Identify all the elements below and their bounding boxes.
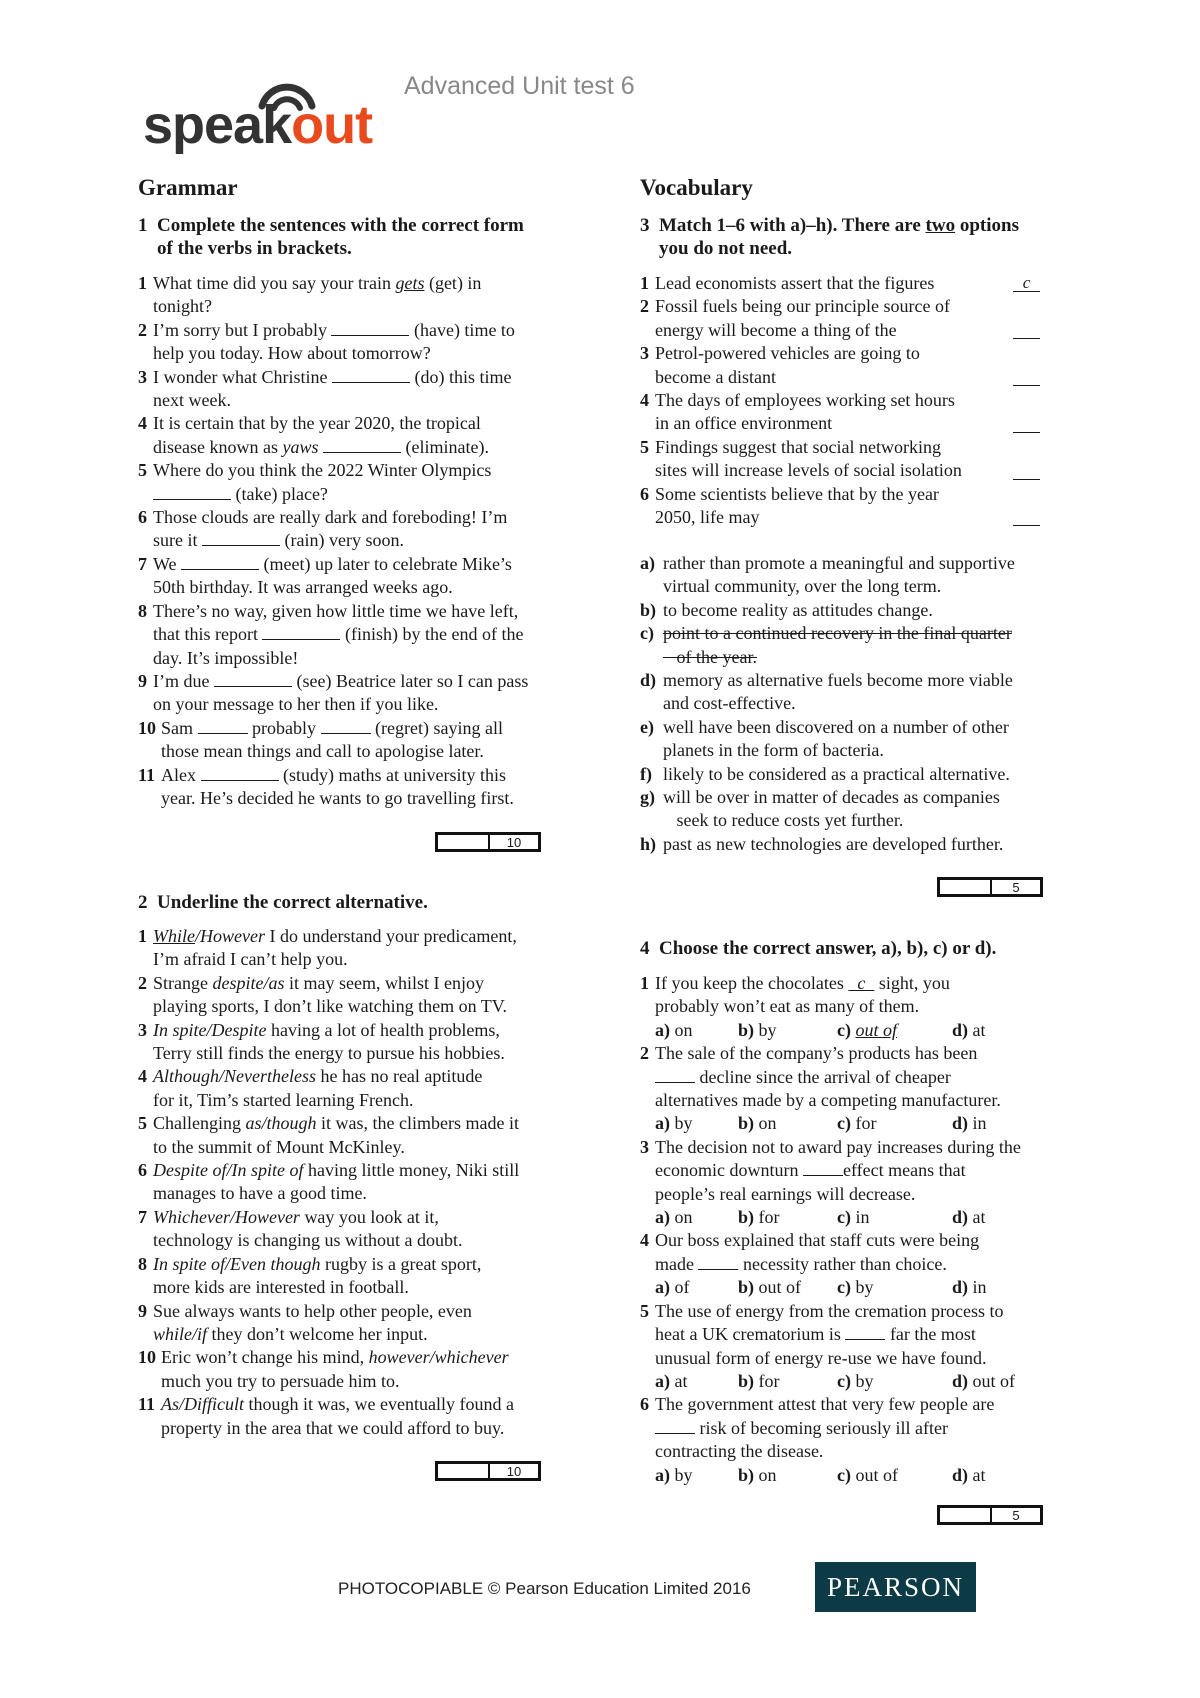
ex2-item: 3 In spite/Despite having a lot of health problems, Terry still finds the energy to pursue his hobbies. <box>138 1019 505 1064</box>
ex1-item: 9 I’m due (see) Beatrice later so I can pass on your message to her then if you like. <box>138 670 529 715</box>
speakout-logo: speakout <box>143 95 373 155</box>
ex4-item: 3 The decision not to award pay increases during the economic downturn effect means that people’s real earnings will decrease. a) on b) for c) in d) at <box>640 1136 1021 1228</box>
ex2-item: 5 Challenging as/though it was, the climbers made it to the summit of Mount McKinley. <box>138 1113 519 1157</box>
ex1-item: 1 What time did you say your train gets (get) in tonight? <box>138 273 482 317</box>
ex3-score-box: 5 <box>937 877 1043 897</box>
ex3-option: d) memory as alternative fuels become more viable and cost-effective. <box>640 670 1013 714</box>
ex3-instruction: 3 Match 1–6 with a)–h). There are two options you do not need. <box>640 215 1019 259</box>
answer-blank[interactable] <box>181 553 259 570</box>
answer-blank[interactable] <box>321 717 371 734</box>
ex3-option: g) will be over in matter of decades as companies seek to reduce costs yet further. <box>640 787 1000 831</box>
match-answer[interactable] <box>1013 385 1040 386</box>
ex4-item: 2 The sale of the company’s products has been decline since the arrival of cheaper alternatives made by a competing manufacturer. a) by b) on c) for d) in <box>640 1043 1001 1134</box>
ex1-score-box: 10 <box>435 832 541 852</box>
test-title: Advanced Unit test 6 <box>404 72 635 100</box>
ex4-score-box: 5 <box>937 1505 1043 1525</box>
ex3-option: b) to become reality as attitudes change. <box>640 599 933 620</box>
ex3-item: 2 Fossil fuels being our principle source of energy will become a thing of the <box>640 295 1040 342</box>
ex1-instruction: 1 Complete the sentences with the correct form of the verbs in brackets. <box>138 215 524 259</box>
ex2-item: 6 Despite of/In spite of having little money, Niki still manages to have a good time. <box>138 1160 520 1204</box>
ex2-item: 11 As/Difficult though it was, we eventually found a property in the area that we could afford to buy. <box>138 1394 514 1438</box>
answer-blank[interactable] <box>323 436 401 453</box>
vocabulary-heading: Vocabulary <box>640 175 753 200</box>
ex1-item: 5 Where do you think the 2022 Winter Olympics (take) place? <box>138 460 492 504</box>
match-answer[interactable] <box>1013 338 1040 339</box>
ex2-instruction: 2 Underline the correct alternative. <box>138 892 428 913</box>
ex3-items <box>640 272 1040 529</box>
ex2-items <box>138 925 578 1440</box>
ex2-item: 9 Sue always wants to help other people, even while/if they don’t welcome her input. <box>138 1300 472 1344</box>
ex4-item: 5 The use of energy from the cremation process to heat a UK crematorium is far the most unusual form of energy re-use we have found. a) at b) for c) by d) out of <box>640 1300 1016 1391</box>
ex2-item: 1 While/However I do understand your predicament, I’m afraid I can’t help you. <box>138 926 517 970</box>
ex4-item: 1 If you keep the chocolates c sight, you probably won’t eat as many of them. a) on b) by c) out of d) at <box>640 973 986 1040</box>
ex4-item: 4 Our boss explained that staff cuts were being made necessity rather than choice. a) of b) out of c) by d) in <box>640 1230 987 1298</box>
pearson-logo: PEARSON <box>815 1562 976 1612</box>
ex1-item: 8 There’s no way, given how little time we have left, that this report (finish) by the end of the day. It’s impossible! <box>138 600 524 668</box>
match-answer[interactable]: c <box>1013 274 1040 292</box>
answer-blank[interactable] <box>201 764 279 781</box>
ex1-item: 11 Alex (study) maths at university this year. He’s decided he wants to go travelling first. <box>138 764 514 808</box>
ex4-instruction: 4 Choose the correct answer, a), b), c) or d). <box>640 938 997 959</box>
copyright-notice: PHOTOCOPIABLE © Pearson Education Limited 2016 <box>338 1579 751 1598</box>
match-answer[interactable] <box>1013 479 1040 480</box>
ex2-item: 4 Although/Nevertheless he has no real aptitude for it, Tim’s started learning French. <box>138 1066 483 1110</box>
ex1-item: 2 I’m sorry but I probably (have) time to help you today. How about tomorrow? <box>138 319 515 364</box>
answer-blank[interactable] <box>202 529 280 546</box>
ex4-item: 6 The government attest that very few people are risk of becoming seriously ill after contracting the disease. a) by b) on c) out of d) at <box>640 1394 995 1485</box>
ex3-option: f) likely to be considered as a practical alternative. <box>640 763 1010 784</box>
answer-blank[interactable] <box>262 623 340 640</box>
ex3-item: 3 Petrol-powered vehicles are going to become a distant <box>640 342 1040 389</box>
grammar-heading: Grammar <box>138 175 238 200</box>
answer-blank[interactable] <box>332 366 410 383</box>
answer-blank[interactable] <box>198 717 248 734</box>
ex1-item: 3 I wonder what Christine (do) this time next week. <box>138 366 512 411</box>
ex2-item: 2 Strange despite/as it may seem, whilst I enjoy playing sports, I don’t like watching them on TV. <box>138 972 507 1017</box>
ex1-item: 4 It is certain that by the year 2020, the tropical disease known as yaws (eliminate). <box>138 413 489 457</box>
ex3-item: 6 Some scientists believe that by the year 2050, life may <box>640 483 1040 530</box>
ex2-score-box: 10 <box>435 1461 541 1481</box>
match-answer[interactable] <box>1013 525 1040 526</box>
ex3-options <box>640 552 1080 856</box>
answer-blank[interactable] <box>153 483 231 500</box>
ex1-item: 6 Those clouds are really dark and foreboding! I’m sure it (rain) very soon. <box>138 507 508 551</box>
ex3-item: 1 Lead economists assert that the figures c <box>640 272 1040 295</box>
ex1-item: 10 Sam probably (regret) saying all those mean things and call to apologise later. <box>138 717 503 762</box>
ex1-item: 7 We (meet) up later to celebrate Mike’s 50th birthday. It was arranged weeks ago. <box>138 553 512 598</box>
match-answer[interactable] <box>1013 432 1040 433</box>
ex3-option: c) point to a continued recovery in the final quarter of the year. <box>640 623 1012 667</box>
ex4-items <box>640 972 1080 1487</box>
ex3-option: e) well have been discovered on a number of other planets in the form of bacteria. <box>640 716 1009 761</box>
ex3-option: h) past as new technologies are developed further. <box>640 833 1004 854</box>
ex2-item: 10 Eric won’t change his mind, however/whichever much you try to persuade him to. <box>138 1347 509 1391</box>
ex3-item: 4 The days of employees working set hours in an office environment <box>640 389 1040 436</box>
ex3-item: 5 Findings suggest that social networking sites will increase levels of social isolation <box>640 436 1040 483</box>
answer-blank[interactable] <box>331 319 409 336</box>
ex3-option: a) rather than promote a meaningful and supportive virtual community, over the long term. <box>640 553 1015 597</box>
ex1-items <box>138 272 568 810</box>
ex2-item: 8 In spite of/Even though rugby is a great sport, more kids are interested in football. <box>138 1253 482 1298</box>
ex2-item: 7 Whichever/However way you look at it, technology is changing us without a doubt. <box>138 1206 463 1251</box>
answer-blank[interactable] <box>214 670 292 687</box>
